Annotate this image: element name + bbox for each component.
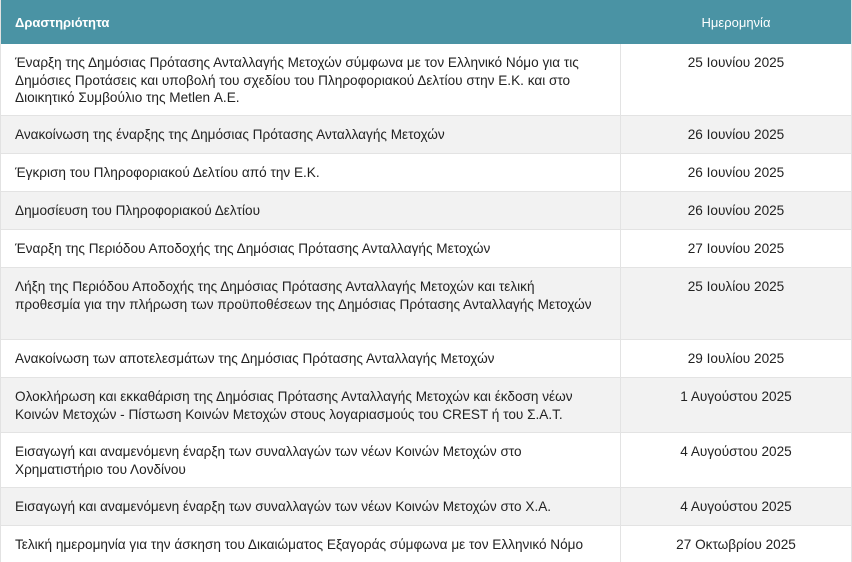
activity-cell: Τελική ημερομηνία για την άσκηση του Δικαιώματος Εξαγοράς σύμφωνα με τον Ελληνικό Νόμο [1,526,621,562]
activity-cell: Έγκριση του Πληροφοριακού Δελτίου από την Ε.Κ. [1,154,621,191]
table-row [1,230,851,268]
activity-cell: Ανακοίνωση των αποτελεσμάτων της Δημόσιας Πρότασης Ανταλλαγής Μετοχών [1,340,621,377]
date-cell: 29 Ιουλίου 2025 [687,351,785,366]
table-row [1,154,851,192]
table-row [1,116,851,154]
column-header-activity: Δραστηριότητα [15,15,110,30]
activity-cell: Ολοκλήρωση και εκκαθάριση της Δημόσιας Πρότασης Ανταλλαγής Μετοχών και έκδοση νέων Κοινών Μετοχών - Πίστωση Κοινών Μετοχών στους λογαριασμούς του CREST ή του Σ.Α.Τ. [1,378,621,432]
activity-cell: Εισαγωγή και αναμενόμενη έναρξη των συναλλαγών των νέων Κοινών Μετοχών στο Χ.Α. [1,488,621,525]
date-cell: 4 Αυγούστου 2025 [680,499,792,514]
table-row [1,340,851,378]
date-cell: 26 Ιουνίου 2025 [687,203,785,218]
table-row [1,44,851,116]
table-row [1,378,851,433]
table-row [1,488,851,526]
activity-cell: Έναρξη της Περιόδου Αποδοχής της Δημόσιας Πρότασης Ανταλλαγής Μετοχών [1,230,621,267]
table-row [1,526,851,562]
column-header-date: Ημερομηνία [701,15,771,30]
activity-cell: Εισαγωγή και αναμενόμενη έναρξη των συναλλαγών των νέων Κοινών Μετοχών στο Χρηματιστήριο του Λονδίνου [1,433,621,487]
table-header [1,0,851,44]
date-cell: 25 Ιουλίου 2025 [687,279,785,294]
activity-cell: Ανακοίνωση της έναρξης της Δημόσιας Πρότασης Ανταλλαγής Μετοχών [1,116,621,153]
table-row [1,268,851,340]
table-row [1,433,851,488]
activity-cell: Λήξη της Περιόδου Αποδοχής της Δημόσιας Πρότασης Ανταλλαγής Μετοχών και τελική προθεσμία για την πλήρωση των προϋποθέσεων της Δημόσιας Πρότασης Ανταλλαγής Μετοχών [1,268,621,339]
date-cell: 1 Αυγούστου 2025 [680,389,792,404]
date-cell: 26 Ιουνίου 2025 [687,127,785,142]
date-cell: 27 Ιουνίου 2025 [687,241,785,256]
date-cell: 25 Ιουνίου 2025 [687,55,785,70]
table-row [1,192,851,230]
activity-cell: Έναρξη της Δημόσιας Πρότασης Ανταλλαγής Μετοχών σύμφωνα με τον Ελληνικό Νόμο για τις Δημόσιες Προτάσεις και υποβολή του σχεδίου του Πληροφοριακού Δελτίου στην Ε.Κ. και στο Διοικητικό Συμβούλιο της Metlen Α.Ε. [1,44,621,115]
date-cell: 26 Ιουνίου 2025 [687,165,785,180]
activity-cell: Δημοσίευση του Πληροφοριακού Δελτίου [1,192,621,229]
date-cell: 27 Οκτωβρίου 2025 [676,537,796,552]
date-cell: 4 Αυγούστου 2025 [680,444,792,459]
